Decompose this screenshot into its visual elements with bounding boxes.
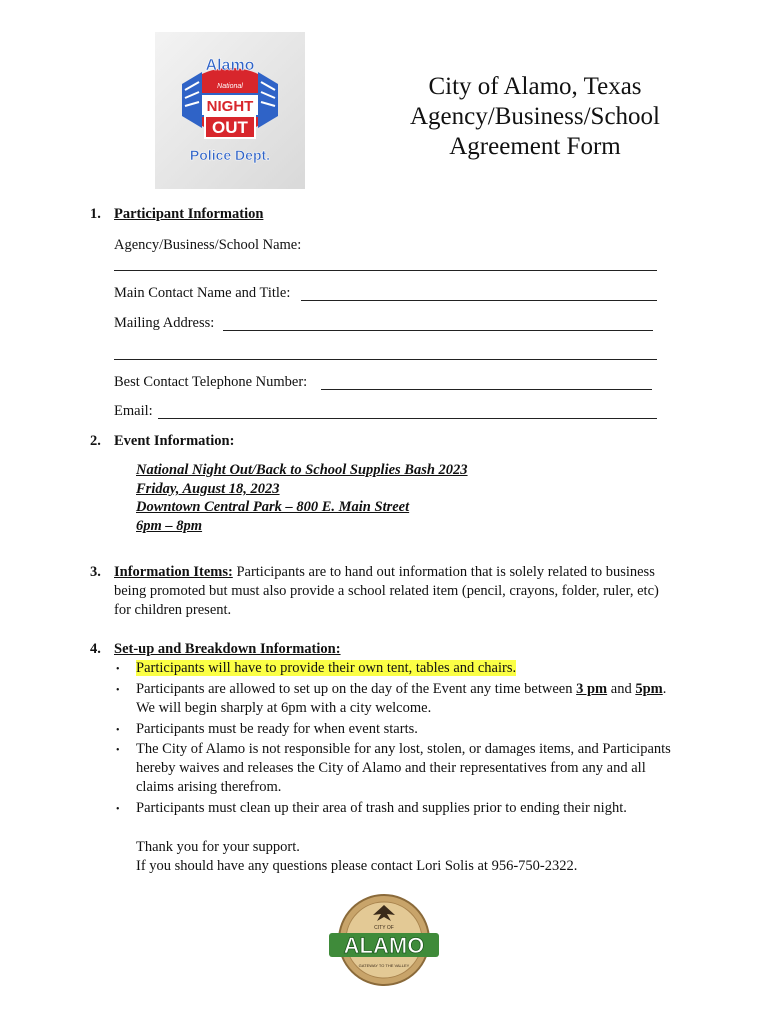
bullet-2-pre: Participants are allowed to set up on the day of the Event any time between bbox=[136, 681, 577, 697]
bullet-2-and: and bbox=[607, 681, 636, 697]
event-location: Downtown Central Park – 800 E. Main Street bbox=[136, 499, 410, 515]
logo-alamo-text: Alamo bbox=[205, 57, 255, 74]
section-2-number: 2. bbox=[90, 433, 101, 449]
contact-name-field[interactable] bbox=[301, 300, 657, 301]
event-time: 6pm – 8pm bbox=[136, 518, 203, 534]
setup-end-time: 5pm bbox=[635, 681, 663, 697]
bullet-1: • bbox=[116, 664, 120, 675]
section-3-text-1: Participants are to hand out information that is solely related to business bbox=[232, 564, 655, 580]
bullet-2-end: . bbox=[662, 681, 667, 697]
setup-start-time: 3 pm bbox=[576, 681, 608, 697]
email-field[interactable] bbox=[158, 418, 657, 419]
section-3-line-1 bbox=[114, 563, 655, 582]
section-3-heading: Information Items: bbox=[114, 564, 233, 580]
section-1-heading: Participant Information bbox=[114, 206, 264, 222]
event-date: Friday, August 18, 2023 bbox=[136, 481, 280, 497]
bullet-2-line-2: We will begin sharply at 6pm with a city welcome. bbox=[136, 700, 432, 716]
bullet-4: • bbox=[116, 745, 120, 756]
logo-night-text: NIGHT bbox=[206, 98, 254, 115]
bullet-2-text bbox=[136, 680, 666, 699]
alamo-logo-small-text: CITY OF bbox=[374, 925, 394, 931]
bullet-5: • bbox=[116, 804, 120, 815]
alamo-logo-tagline: GATEWAY TO THE VALLEY bbox=[358, 963, 410, 968]
alamo-seal-icon bbox=[325, 893, 443, 988]
bullet-4-text-2: hereby waives and releases the City of Alamo and their representatives from any and all bbox=[136, 760, 646, 776]
contact-name-label: Main Contact Name and Title: bbox=[114, 285, 291, 301]
mailing-address-field[interactable] bbox=[223, 330, 653, 331]
section-3-text-3: for children present. bbox=[114, 602, 232, 618]
mailing-address-label: Mailing Address: bbox=[114, 315, 215, 331]
bullet-4-text-3: claims arising therefrom. bbox=[136, 779, 282, 795]
title-line-3: Agreement Form bbox=[449, 133, 621, 160]
contact-info-text: If you should have any questions please contact Lori Solis at 956-750-2322. bbox=[136, 858, 578, 874]
bullet-2: • bbox=[116, 685, 120, 696]
email-label: Email: bbox=[114, 403, 153, 419]
bullet-3-text: Participants must be ready for when event starts. bbox=[136, 721, 418, 737]
logo-national-text: National bbox=[217, 83, 243, 90]
agency-name-field[interactable] bbox=[114, 270, 657, 271]
title-line-1: City of Alamo, Texas bbox=[428, 73, 642, 100]
alamo-logo-name: ALAMO bbox=[343, 933, 425, 958]
section-3-number: 3. bbox=[90, 564, 101, 580]
agency-name-label: Agency/Business/School Name: bbox=[114, 237, 302, 253]
title-line-2: Agency/Business/School bbox=[410, 103, 660, 130]
section-4-heading: Set-up and Breakdown Information: bbox=[114, 641, 341, 657]
logo-out-text: OUT bbox=[212, 118, 248, 137]
form-title bbox=[380, 72, 690, 162]
bullet-5-text: Participants must clean up their area of trash and supplies prior to ending their night. bbox=[136, 800, 627, 816]
phone-field[interactable] bbox=[321, 389, 652, 390]
section-1-number: 1. bbox=[90, 206, 101, 222]
bullet-3: • bbox=[116, 725, 120, 736]
city-of-alamo-logo bbox=[325, 893, 443, 988]
section-2-heading: Event Information: bbox=[114, 433, 235, 449]
highlighted-requirement: Participants will have to provide their own tent, tables and chairs. bbox=[136, 660, 517, 676]
event-name: National Night Out/Back to School Supplies Bash 2023 bbox=[136, 462, 468, 478]
mailing-address-field-2[interactable] bbox=[114, 359, 657, 360]
night-out-badge-icon bbox=[155, 32, 305, 189]
bullet-4-text-1: The City of Alamo is not responsible for any lost, stolen, or damages items, and Participants bbox=[136, 741, 671, 757]
section-3-text-2: being promoted but must also provide a school related item (pencil, crayons, folder, ruler, etc) bbox=[114, 583, 659, 599]
bullet-1-text bbox=[136, 659, 516, 678]
logo-police-dept-text: Police Dept. bbox=[189, 147, 271, 163]
night-out-police-logo bbox=[155, 32, 305, 189]
section-4-number: 4. bbox=[90, 641, 101, 657]
phone-label: Best Contact Telephone Number: bbox=[114, 374, 308, 390]
thank-you-text: Thank you for your support. bbox=[136, 839, 300, 855]
